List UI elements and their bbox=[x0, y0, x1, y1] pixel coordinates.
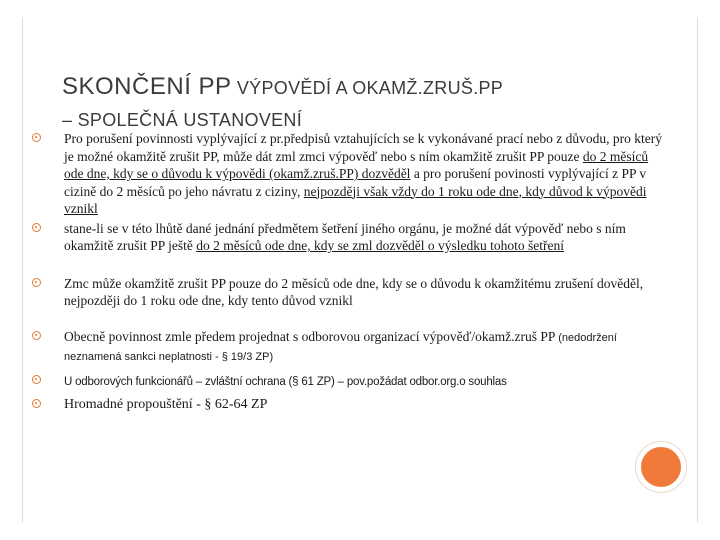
bullet-text-underlined: do 2 měsíců ode dne, kdy se zml dozvěděl o výsledku tohoto šetření bbox=[196, 238, 565, 253]
title-line2: – SPOLEČNÁ USTANOVENÍ bbox=[62, 110, 303, 130]
list-item bbox=[30, 328, 670, 367]
bullet-text-underlined: do 2 měsíců ode dne, kdy se o důvodu k výpovědi (okamž.zruš.PP) dozvěděl bbox=[64, 148, 649, 181]
bullet-icon bbox=[32, 223, 41, 232]
list-item bbox=[30, 372, 670, 392]
bullet-icon bbox=[32, 278, 41, 287]
bullet-icon bbox=[32, 375, 41, 384]
bullet-note: (nedodržení neznamená sankci neplatnosti - § 19/3 ZP) bbox=[64, 331, 617, 363]
bullet-list bbox=[30, 130, 670, 414]
slide-title bbox=[62, 72, 682, 137]
bullet-text: Zmc může okamžitě zrušit PP pouze do 2 měsíců ode dne, kdy se o důvodu k okamžitému zrušení dověděl, nejpozději do 1 roku ode dne, kdy tento důvod vznikl bbox=[64, 275, 644, 308]
title-rest: VÝPOVĚDÍ A OKAMŽ.ZRUŠ.PP bbox=[231, 78, 504, 98]
bullet-icon bbox=[32, 331, 41, 340]
list-item bbox=[30, 275, 670, 310]
bullet-icon bbox=[32, 399, 41, 408]
bullet-icon bbox=[32, 133, 41, 142]
bullet-text: U odborových funkcionářů – zvláštní ochrana (§ 61 ZP) – pov.požádat odbor.org.o souhlas bbox=[64, 375, 507, 388]
bullet-text-underlined: nejpozději však vždy do 1 roku ode dne, kdy důvod k výpovědi vznikl bbox=[64, 183, 647, 216]
title-main: SKONČENÍ PP bbox=[62, 73, 232, 100]
bullet-text: a pro porušení povinosti vyplývající z PP v cizině do 2 měsíců po jeho návratu z ciziny, bbox=[64, 166, 647, 199]
list-item bbox=[30, 396, 670, 414]
bullet-text: stane-li se v této lhůtě dané jednání předmětem šetření jiného orgánu, je možné dát výpověď nebo s ním okamžitě zrušit PP ještě bbox=[64, 220, 626, 253]
bullet-text: Hromadné propouštění - § 62-64 ZP bbox=[64, 397, 268, 412]
bullet-text: Pro porušení povinnosti vyplývající z pr.předpisů vztahujících se k vykonávané prací nebo z důvodu, pro který je možné okamžitě zrušit PP, může dát zml zmci výpověď nebo s ním okamžitě zrušit PP pouze bbox=[64, 131, 662, 164]
bullet-text: Obecně povinnost zmle předem projednat s odborovou organizací výpověď/okamž.zruš PP bbox=[64, 328, 559, 344]
list-item bbox=[30, 220, 670, 255]
list-item bbox=[30, 130, 670, 218]
decorative-circle bbox=[636, 442, 686, 492]
